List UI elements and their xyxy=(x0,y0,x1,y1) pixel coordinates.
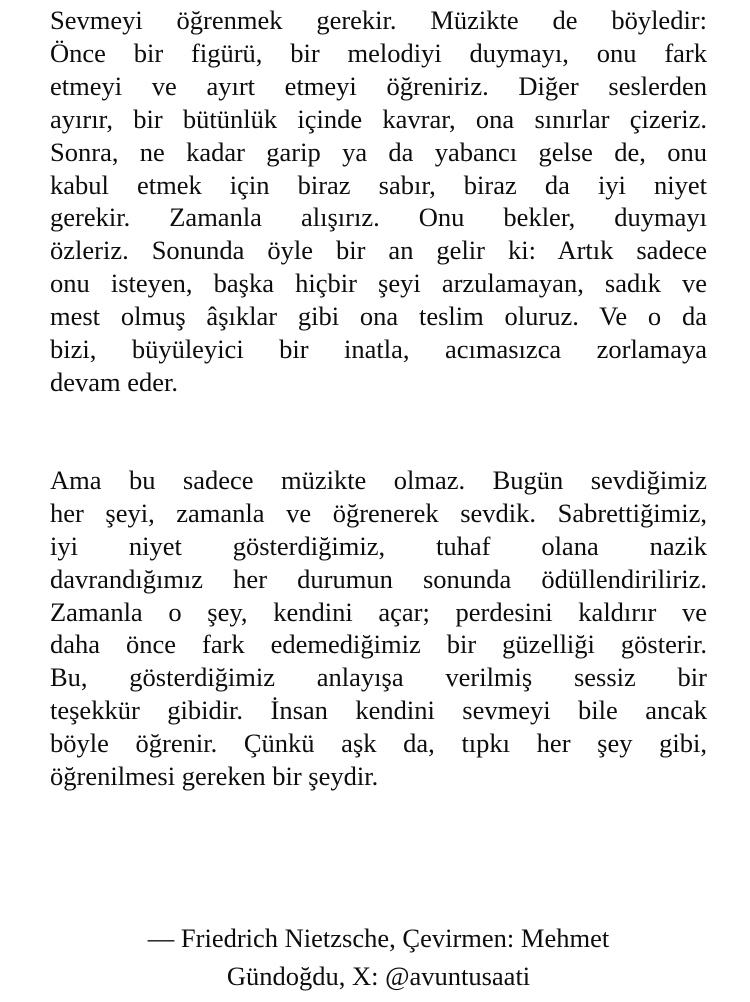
paragraph-1 xyxy=(50,4,707,399)
text-line: iyi niyet gösterdiğimiz, tuhaf olana nazik xyxy=(50,530,707,561)
text-line: onu isteyen, başka hiçbir şeyi arzulamayan, sadık ve xyxy=(50,268,707,299)
attribution-line: — Friedrich Nietzsche, Çevirmen: Mehmet xyxy=(147,923,610,953)
text-line: Önce bir figürü, bir melodiyi duymayı, onu fark xyxy=(50,37,707,68)
text-line: davrandığımız her durumun sonunda ödüllendiriliriz. xyxy=(50,563,707,594)
attribution xyxy=(50,919,707,995)
text-line: daha önce fark edemediğimiz bir güzelliği gösterir. xyxy=(50,629,707,660)
quote-body xyxy=(50,4,707,793)
text-line: Bu, gösterdiğimiz anlayışa verilmiş sessiz bir xyxy=(50,662,707,693)
paragraph-2 xyxy=(50,464,707,793)
text-line: Sonra, ne kadar garip ya da yabancı gelse de, onu xyxy=(50,136,707,167)
text-line: mest olmuş âşıklar gibi ona teslim oluruz. Ve o da xyxy=(50,301,707,332)
text-line: bizi, büyüleyici bir inatla, acımasızca zorlamaya xyxy=(50,334,707,365)
text-line: Sevmeyi öğrenmek gerekir. Müzikte de böyledir: xyxy=(50,5,707,35)
text-line: Zamanla o şey, kendini açar; perdesini kaldırır ve xyxy=(50,596,707,627)
text-line: Ama bu sadece müzikte olmaz. Bugün sevdiğimiz xyxy=(50,464,707,495)
text-line: kabul etmek için biraz sabır, biraz da iyi niyet xyxy=(50,169,707,200)
text-line: öğrenilmesi gereken bir şeydir. xyxy=(50,761,379,792)
text-line: devam eder. xyxy=(50,366,179,397)
text-line: ayırır, bir bütünlük içinde kavrar, ona sınırlar çizeriz. xyxy=(50,103,707,134)
text-line: her şeyi, zamanla ve öğrenerek sevdik. Sabrettiğimiz, xyxy=(50,497,707,528)
text-line: böyle öğrenir. Çünkü aşk da, tıpkı her şey gibi, xyxy=(50,728,707,759)
text-line: özleriz. Sonunda öyle bir an gelir ki: Artık sadece xyxy=(50,235,707,266)
text-line: gerekir. Zamanla alışırız. Onu bekler, duymayı xyxy=(50,202,707,233)
attribution-line: Gündoğdu, X: @avuntusaati xyxy=(226,961,531,991)
text-line: etmeyi ve ayırt etmeyi öğreniriz. Diğer seslerden xyxy=(50,70,707,101)
text-line: teşekkür gibidir. İnsan kendini sevmeyi bile ancak xyxy=(50,695,707,726)
